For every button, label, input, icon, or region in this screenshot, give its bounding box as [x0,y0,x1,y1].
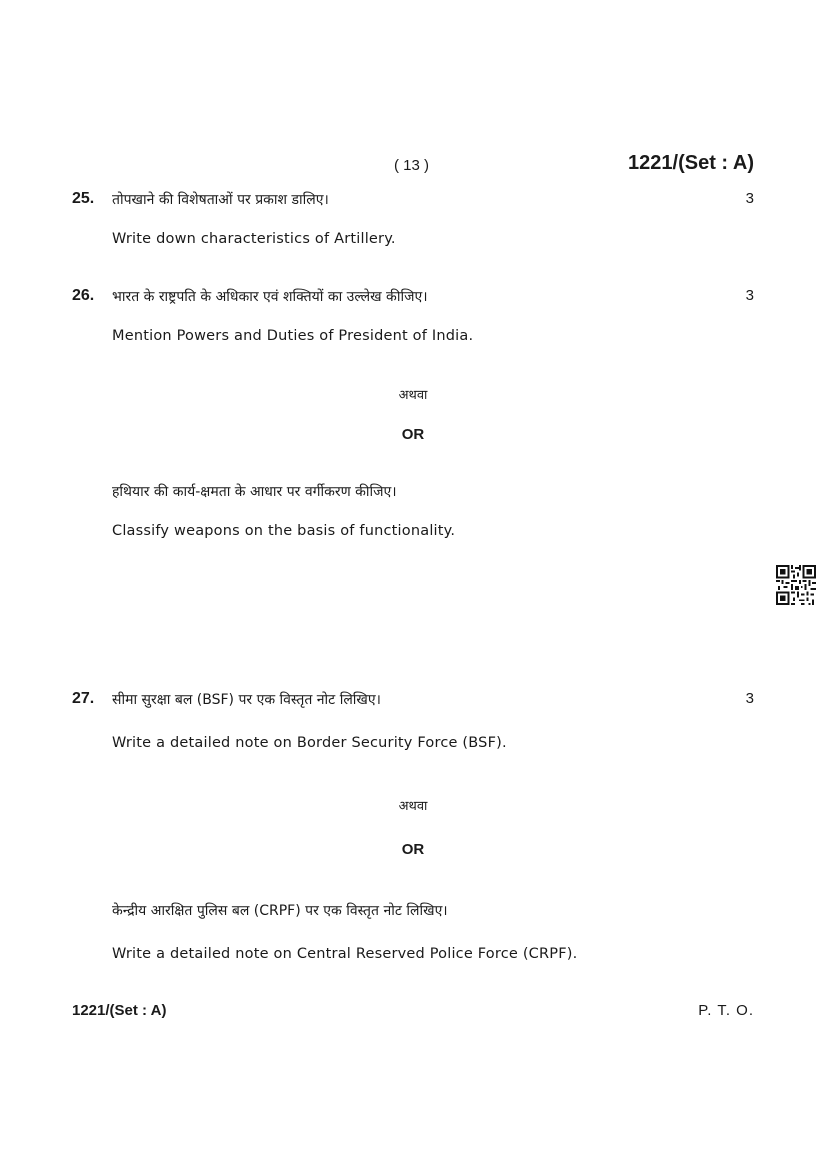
question-27-hindi: सीमा सुरक्षा बल (BSF) पर एक विस्तृत नोट लिखिए। [112,692,381,708]
question-27-english: Write a detailed note on Border Security Force (BSF). [112,735,507,751]
or-divider-hindi-27: अथवा [398,799,428,814]
question-26-alt-english: Classify weapons on the basis of functionality. [112,523,456,539]
question-25-english: Write down characteristics of Artillery. [112,231,396,247]
qr-code-icon [776,565,816,605]
question-27-marks: 3 [745,690,754,707]
paper-code-header: 1221/(Set : A) [628,152,754,174]
question-26-english: Mention Powers and Duties of President of India. [112,328,474,344]
question-27-alt-hindi: केन्द्रीय आरक्षित पुलिस बल (CRPF) पर एक विस्तृत नोट लिखिए। [112,903,448,919]
question-26-hindi: भारत के राष्ट्रपति के अधिकार एवं शक्तियों का उल्लेख कीजिए। [112,289,428,305]
or-divider-26: OR [401,426,425,443]
please-turn-over: P. T. O. [698,1002,754,1019]
question-26-marks: 3 [745,287,754,304]
question-number-26: 26. [72,287,95,304]
question-25-marks: 3 [745,190,754,207]
or-divider-27: OR [401,841,425,858]
question-number-27: 27. [72,690,95,707]
question-27-alt-english: Write a detailed note on Central Reserved Police Force (CRPF). [112,946,578,962]
paper-code-footer: 1221/(Set : A) [72,1002,167,1019]
question-25-hindi: तोपखाने की विशेषताओं पर प्रकाश डालिए। [112,192,329,208]
page-number: ( 13 ) [394,157,430,174]
question-26-alt-hindi: हथियार की कार्य-क्षमता के आधार पर वर्गीकरण कीजिए। [112,484,397,500]
question-number-25: 25. [72,190,95,207]
or-divider-hindi-26: अथवा [398,388,428,403]
